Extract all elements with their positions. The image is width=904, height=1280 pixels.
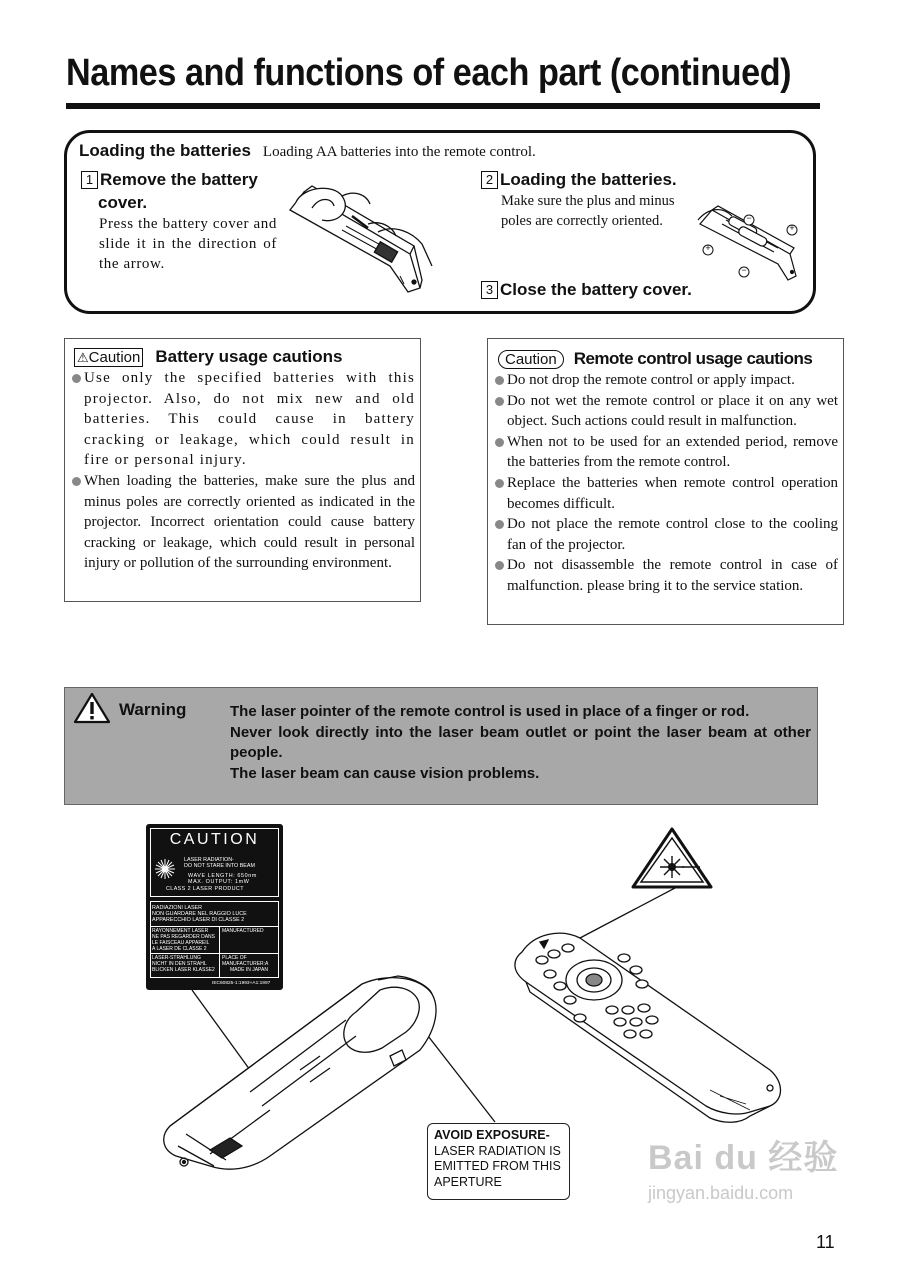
step-1-title-cont: cover. (98, 193, 148, 212)
warning-line: The laser beam can cause vision problems. (230, 764, 540, 782)
step-number: 3 (481, 281, 498, 299)
avoid-line: EMITTED FROM THIS (434, 1159, 561, 1173)
warning-line: The laser pointer of the remote control is used in place of a finger or rod. (230, 703, 750, 720)
caution-tag: ⚠Caution (74, 348, 143, 367)
laser-label-text: NE PAS REGARDER DANS (152, 934, 215, 940)
loading-header (79, 141, 536, 162)
laser-label-text: NICHT IN DEN STRAHL (152, 961, 207, 967)
loading-subheading: Loading AA batteries into the remote control. (262, 144, 536, 160)
laser-label-text: MAX. OUTPUT: 1mW (188, 879, 250, 885)
step-number: 2 (481, 171, 498, 189)
laser-label-text: RAYONNEMENT LASER (152, 928, 209, 934)
laser-label-text: MADE IN JAPAN (230, 967, 268, 973)
step-1 (81, 168, 281, 274)
step-3-title: Close the battery cover. (500, 280, 692, 299)
laser-label-text: CLASS 2 LASER PRODUCT (166, 886, 244, 892)
laser-label-text: DO NOT STARE INTO BEAM (184, 863, 255, 869)
page-title: Names and functions of each part (continued) (66, 52, 792, 94)
laser-label-text: IEC60825-1:1993+A1:1997 (212, 981, 271, 986)
laser-label-text: BLICKEN LASER KLASSE2 (152, 967, 215, 973)
list-item: When loading the batteries, make sure the plus and minus poles are correctly oriented as indicated in the projector. Incorrect orientation could cause battery cracking or leakage, which could result in personal injury or pollution of the surrounding environment. (70, 471, 415, 574)
list-item: Use only the specified batteries with this projector. Also, do not mix new and old batteries. This could cause in battery cracking or leakage, which could result in fire or personal injury. (70, 368, 415, 471)
avoid-exposure-label (427, 1123, 570, 1200)
laser-label-text: MANUFACTURER:A (222, 961, 269, 967)
laser-label-text: LASER-STRAHLUNG (152, 955, 201, 961)
battery-caution-heading: Battery usage cautions (155, 347, 343, 366)
avoid-line: APERTURE (434, 1174, 502, 1189)
page-number: 11 (816, 1232, 835, 1252)
list-item: When not to be used for an extended period, remove the batteries from the remote control. (493, 432, 838, 473)
laser-label-text: WAVE LENGTH: 650nm (188, 873, 257, 879)
warning-triangle-icon: ⚠ (77, 350, 89, 365)
remote-caution-header (498, 349, 812, 369)
laser-label-text: RADIAZIONI LASER (152, 905, 203, 911)
baidu-watermark (648, 1130, 838, 1204)
laser-label-title: CAUTION (169, 831, 260, 848)
battery-caution-header (74, 347, 342, 367)
remote-caution-list (493, 370, 838, 597)
list-item: Do not drop the remote control or apply impact. (493, 370, 838, 391)
laser-label-text: MANUFACTURED (222, 928, 264, 934)
pole-minus-label: − (741, 265, 747, 275)
watermark-url: jingyan.baidu.com (648, 1183, 794, 1203)
laser-label-text: LASER RADIATION- (184, 857, 234, 863)
pole-plus-label: + (789, 223, 795, 233)
warning-text (230, 702, 811, 784)
avoid-line: LASER RADIATION IS (434, 1143, 561, 1158)
step-2-body: Make sure the plus and minus poles are correctly oriented. (501, 193, 675, 229)
list-item: Do not disassemble the remote control in case of malfunction. please bring it to the service station. (493, 555, 838, 596)
battery-caution-list (70, 368, 415, 574)
laser-label-text: APPARECCHIO LASER DI CLASSE 2 (152, 917, 245, 923)
laser-label-text: NON GUARDARE NEL RAGGIO LUCE (152, 911, 247, 917)
watermark-brand: Bai du 经验 (648, 1139, 839, 1177)
loading-heading: Loading the batteries (79, 141, 251, 160)
remote-caution-heading: Remote control usage cautions (573, 349, 813, 368)
laser-label-text: LE FAISCEAU APPAREIL (152, 940, 210, 946)
list-item: Replace the batteries when remote control operation becomes difficult. (493, 473, 838, 514)
step-3 (481, 278, 692, 301)
title-rule (66, 103, 820, 109)
caution-tag: Caution (498, 350, 564, 369)
step-1-body: Press the battery cover and slide it in the direction of the arrow. (99, 216, 277, 272)
remove-cover-illustration (282, 180, 438, 298)
list-item: Do not wet the remote control or place it on any wet object. Such actions could result in malfunction. (493, 391, 838, 432)
warning-line: Never look directly into the laser beam outlet or point the laser beam at other people. (230, 723, 811, 761)
avoid-line: AVOID EXPOSURE- (434, 1128, 550, 1142)
step-1-title: Remove the battery (100, 170, 258, 189)
step-2 (481, 168, 681, 231)
list-item: Do not place the remote control close to the cooling fan of the projector. (493, 514, 838, 555)
pole-minus-label: − (746, 213, 752, 223)
warning-label: Warning (119, 700, 187, 719)
pole-plus-label: + (705, 243, 711, 253)
step-2-title: Loading the batteries. (500, 170, 677, 189)
step-number: 1 (81, 171, 98, 189)
warning-triangle-icon (73, 692, 111, 724)
laser-label-text: PLACE OF (222, 955, 247, 961)
laser-label-text: A LASER DE CLASSE 2 (152, 946, 207, 952)
